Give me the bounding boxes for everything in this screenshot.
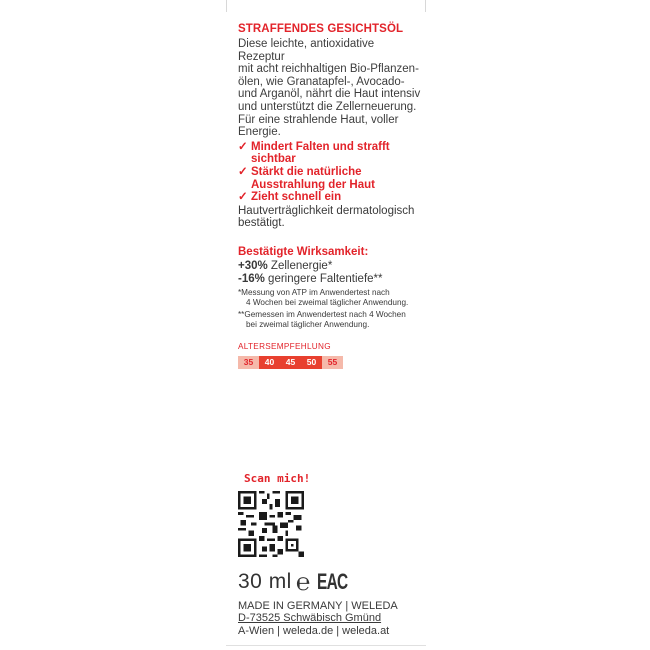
description-line: ölen, wie Granatapfel-, Avocado- [238, 75, 405, 88]
scan-label: Scan mich! [244, 472, 311, 485]
panel-edge-left [226, 0, 227, 12]
product-description [238, 38, 424, 139]
age-cell: 50 [301, 356, 322, 369]
eac-mark-icon: EAC [316, 569, 348, 594]
efficacy-value: -16% [238, 272, 265, 285]
estimate-mark-icon: ℮ [295, 567, 311, 596]
age-cell: 55 [322, 356, 343, 369]
footnote-line: 4 Wochen bei zweimal täglicher Anwendung. [246, 297, 409, 307]
efficacy-value: +30% [238, 259, 268, 272]
benefit-line: Mindert Falten und strafft [251, 140, 390, 153]
description-line: Energie. [238, 126, 281, 139]
age-cell: 35 [238, 356, 259, 369]
efficacy-text: geringere Faltentiefe** [264, 272, 383, 285]
age-scale [238, 356, 343, 369]
check-icon: ✓ [238, 140, 248, 153]
benefit-item [238, 191, 424, 204]
age-cell: 45 [280, 356, 301, 369]
tolerance-note [238, 205, 424, 230]
footnote-line: bei zweimal täglicher Anwendung. [246, 319, 370, 329]
panel-edge-right [425, 0, 426, 12]
efficacy-row [238, 260, 424, 273]
product-title: STRAFFENDES GESICHTSÖL [238, 23, 404, 35]
benefit-item [238, 141, 424, 166]
address-line: D-73525 Schwäbisch Gmünd [238, 612, 382, 625]
description-line: mit acht reichhaltigen Bio-Pflanzen- [238, 63, 419, 76]
qr-code-icon[interactable] [238, 491, 304, 557]
product-text [238, 22, 424, 369]
benefit-line: Stärkt die natürliche [251, 165, 362, 178]
tolerance-line: Hautverträglichkeit dermatologisch [238, 204, 415, 217]
benefit-line: Zieht schnell ein [251, 191, 342, 204]
volume-amount: 30 ml [238, 570, 292, 593]
benefit-line: Ausstrahlung der Haut [251, 178, 375, 191]
benefit-line: sichtbar [251, 153, 296, 166]
footnote-1 [238, 288, 424, 308]
description-line: und Arganöl, nährt die Haut intensiv [238, 88, 421, 101]
check-icon: ✓ [238, 191, 248, 204]
footnote-2 [238, 310, 424, 330]
footnote-line: **Gemessen im Anwendertest nach 4 Wochen [238, 309, 406, 319]
description-line: und unterstützt die Zellerneuerung. [238, 100, 417, 113]
efficacy-row [238, 273, 424, 286]
benefit-list [238, 141, 424, 204]
efficacy-title: Bestätigte Wirksamkeit: [238, 245, 369, 258]
benefit-item [238, 166, 424, 191]
description-line: Diese leichte, antioxidative Rezeptur [238, 38, 375, 63]
footnote-line: *Messung von ATP im Anwendertest nach [238, 287, 390, 297]
efficacy-text: Zellenergie* [267, 259, 333, 272]
tolerance-line: bestätigt. [238, 217, 285, 230]
check-icon: ✓ [238, 165, 248, 178]
age-cell: 40 [259, 356, 280, 369]
address-line[interactable]: A-Wien | weleda.de | weleda.at [238, 624, 390, 637]
age-label: ALTERSEMPFEHLUNG [238, 341, 331, 351]
manufacturer-address [238, 600, 398, 637]
description-line: Für eine strahlende Haut, voller [238, 113, 399, 126]
volume-row [238, 567, 360, 596]
panel-edge-bottom [226, 645, 426, 646]
address-line: MADE IN GERMANY | WELEDA [238, 600, 398, 612]
